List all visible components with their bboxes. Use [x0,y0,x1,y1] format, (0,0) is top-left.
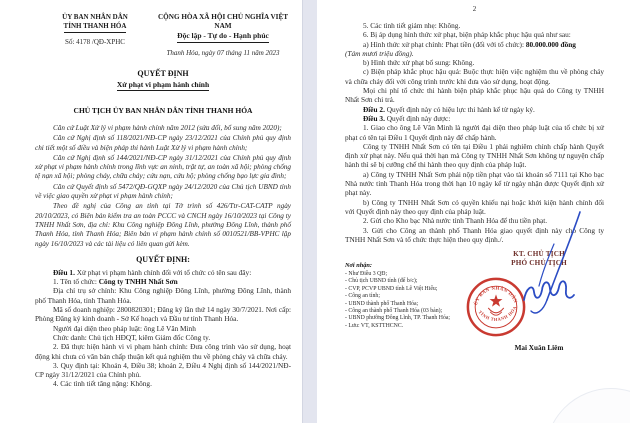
national-motto-block [155,13,291,57]
recipient-item: - Như Điều 3 QĐ; [345,271,388,277]
delivery-line: 1. Giao cho ông Lê Văn Minh là người đại diện theo pháp luật của tổ chức bị xử phạt có tên tại Điều 1 Quyết định này để chấp hành. [345,123,604,142]
recipient-item: - UBND thành phố Thanh Hóa; [345,300,419,307]
article-1: Điều 1. Xử phạt vi phạm hành chính đối với tổ chức có tên sau đây: [53,267,252,277]
date-line: Thanh Hóa, ngày 07 tháng 11 năm 2023 [166,49,280,57]
official-seal [465,276,527,338]
page-number: 2 [472,5,477,13]
agency-line-2: TỈNH THANH HÓA [35,22,155,33]
representative-line: Người đại diện theo pháp luật: ông Lê Văn Minh [53,323,196,333]
address-line: Địa chỉ trụ sở chính: Khu Công nghiệp Đông Lĩnh, phường Đông Lĩnh, thành phố Thanh Hóa, tỉnh Thanh Hóa. [35,286,291,305]
payment-line: a) Công ty TNHH Nhất Sơn phải nộp tiền phạt vào tài khoản số 7111 tại Kho bạc Nhà nước tỉnh Thanh Hóa trong thời hạn 10 ngày kể từ ngày nhận được Quyết định xử phạt này. [345,169,604,198]
recipients-title: Nơi nhận: [345,262,373,269]
seal-bottom-text: TỈNH THANH HÓA [477,305,518,322]
page-2 [317,0,630,423]
document-number: Số: 4178 /QĐ-XPHC [65,38,125,46]
recipient-item: - Chủ tịch UBND tỉnh (để b/c); [345,278,418,285]
regulation-line: 3. Quy định tại: Khoản 4, Điều 38; khoản 2, Điều 4 Nghị định số 144/2021/NĐ-CP ngày 31/12/2021 của Chính phủ. [35,360,291,380]
violation-line: 2. Đã thực hiện hành vi vi phạm hành chính: Đưa công trình vào sử dụng, hoạt động khi chưa có văn bản chấp thuận kết quả nghiệm thu về phòng cháy và chữa cháy. [35,342,291,361]
signer-title-1: KT. CHỦ TỊCH [513,250,565,258]
treasury-line: 2. Gửi cho Kho bạc Nhà nước tỉnh Thanh Hóa để thu tiền phạt. [363,216,548,226]
preamble-paragraph: Căn cứ Luật Xử lý vi phạm hành chính năm 2012 (sửa đổi, bổ sung năm 2020); [53,124,282,132]
signer-title-2: PHÓ CHỦ TỊCH [511,259,567,267]
title-block [35,69,291,91]
seal-top-text: ỦY BAN NHÂN DÂN [473,286,518,306]
document-header [35,13,291,57]
seal-star-icon [490,294,503,306]
recipient-item: - CVP, PCVP UBND tỉnh Lê Việt Hiếu; [345,285,438,292]
compliance-line: Công ty TNHH Nhất Sơn có tên tại Điều 1 phải nghiêm chỉnh chấp hành Quyết định xử phạt này. Nếu quá thời hạn mà Công ty TNHH Nhất Sơn không tự nguyện chấp hành thì sẽ bị cưỡng chế thi hành theo quy định của pháp luật. [345,141,604,170]
sanction-intro-line: 6. Bị áp dụng hình thức xử phạt, biện pháp khắc phục hậu quả như sau: [363,30,571,40]
preamble-paragraph: Căn cứ Nghị định số 144/2021/NĐ-CP ngày 31/12/2021 của Chính phủ quy định xử phạt vi phạm hành chính trong lĩnh vực an ninh, trật tự, an toàn xã hội; phòng chống tệ nạn xã hội; phòng cháy, chữa cháy; cứu nạn, cứu hộ; phòng chống bạo lực gia đình; [35,153,291,181]
appeal-line: b) Công ty TNHH Nhất Sơn có quyền khiếu nại hoặc khởi kiện hành chính đối với Quyết định này theo quy định của pháp luật. [345,197,604,216]
preamble-paragraph: Theo đề nghị của Công an tỉnh tại Tờ trình số 426/Ttr-CAT-CATP ngày 20/10/2023, có Biên bản kiểm tra an toàn PCCC và CNCH ngày 16/10/2023 tại Công ty TNHH Nhất Sơn, địa chỉ: Khu Công nghiệp Đông Lĩnh, phường Đông Lĩnh, thành phố Thanh Hóa, tỉnh Thanh Hóa; Biên bản vi phạm hành chính số 0010521/BB-VPHC lập ngày 16/10/2023 và các tài liệu có liên quan gửi kèm. [35,202,291,248]
svg-text:TỈNH THANH HÓA [477,305,517,322]
supplementary-line: b) Hình thức xử phạt bổ sung: Không. [363,58,475,68]
recipient-item: - Công an thành phố Thanh Hóa (03 bản); [345,308,443,315]
issuer-line: CHỦ TỊCH ỦY BAN NHÂN DÂN TỈNH THANH HÓA [73,106,253,115]
recipient-item: - Lưu: VT, KSTTHCNC. [345,322,404,329]
document-title: QUYẾT ĐỊNH [137,69,189,78]
article-3: Điều 3. Quyết định này được: [363,113,451,123]
decree-heading: QUYẾT ĐỊNH: [136,254,190,264]
page-1 [0,0,302,423]
preamble-paragraph: Căn cứ Nghị định số 118/2021/NĐ-CP ngày 23/12/2021 của Chính phủ quy định chi tiết một số điều và biện pháp thi hành Luật Xử lý vi phạm hành chính; [35,134,291,152]
motto-line: Độc lập - Tự do - Hạnh phúc [155,31,291,43]
fine-line: a) Hình thức xử phạt chính: Phạt tiền (đối với tổ chức): 80.000.000 đồng [363,39,576,49]
aggravating-line: 4. Các tình tiết tăng nặng: Không. [53,379,152,389]
recipient-item: - Công an tỉnh; [345,293,380,300]
signature-block [454,250,624,365]
cost-line: Mọi chi phí tổ chức thi hành biện pháp khắc phục hậu quả do Công ty TNHH Nhất Sơn chi trả. [345,86,604,105]
police-line: 3. Gửi cho Công an thành phố Thanh Hóa giao quyết định này cho Công ty TNHH Nhất Sơn và tổ chức thực hiện theo quy định./. [345,225,604,244]
signer-name: Mai Xuân Liêm [514,344,564,352]
issuing-agency-block [35,13,155,57]
org-name-line: 1. Tên tổ chức: Công ty TNHH Nhất Sơn [53,277,178,287]
mitigating-line: 5. Các tình tiết giảm nhẹ: Không. [363,21,461,30]
role-line: Chức danh: Chủ tịch HĐQT, kiêm Giám đốc Công ty. [53,332,211,342]
preamble [35,124,291,249]
tax-id-line: Mã số doanh nghiệp: 2800820301; Đăng ký lần thứ 14 ngày 30/7/2021. Nơi cấp: Phòng Đăng ký kinh doanh - Sở Kế hoạch và Đầu tư tỉnh Thanh Hóa. [35,305,291,324]
nation-line: CỘNG HÒA XÃ HỘI CHỦ NGHĨA VIỆT NAM [157,13,289,30]
recipient-item: - UBND phường Đông Lĩnh, TP. Thanh Hóa; [345,315,451,322]
preamble-paragraph: Căn cứ Quyết định số 5472/QĐ-GQXP ngày 24/12/2020 của Chủ tịch UBND tỉnh về việc giao quyền xử phạt vi phạm hành chính; [35,182,291,201]
article-2: Điều 2. Quyết định này có hiệu lực thi hành kể từ ngày ký. [363,104,535,114]
remedy-line: c) Biện pháp khắc phục hậu quả: Buộc thực hiện việc nghiệm thu về phòng cháy và chữa cháy đối với công trình trước khi đưa vào sử dụng, hoạt động. [345,67,604,86]
agency-line-1: ỦY BAN NHÂN DÂN [62,13,128,21]
fine-in-words-line: (Tám mươi triệu đồng). [345,48,414,58]
document-subtitle: Xử phạt vi phạm hành chính [116,80,210,89]
